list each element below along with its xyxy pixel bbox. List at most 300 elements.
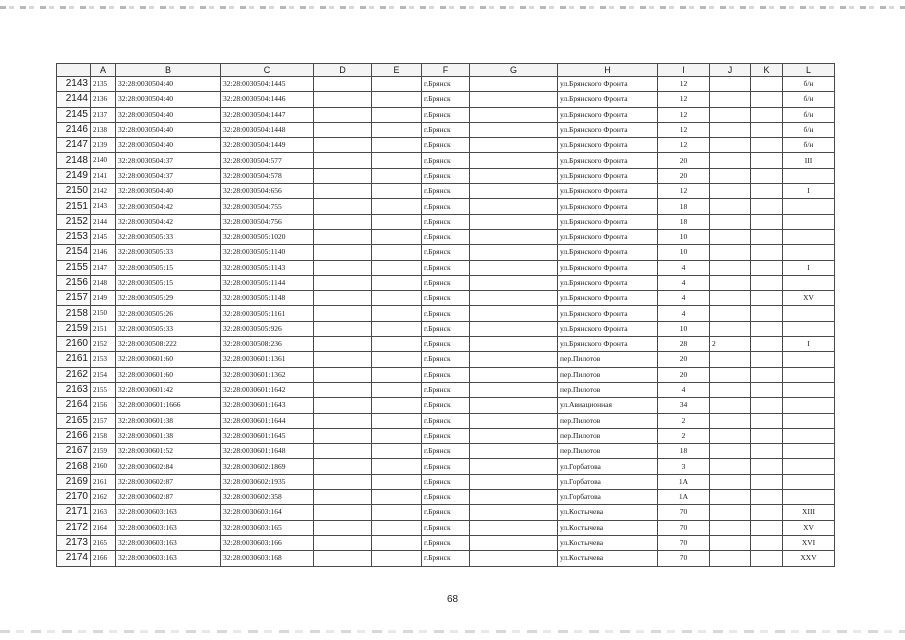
cell-c[interactable]: 32:28:0030504:1447 — [221, 107, 314, 122]
cell-d[interactable] — [314, 459, 372, 474]
cell-l[interactable] — [783, 275, 835, 290]
cell-k[interactable] — [751, 337, 783, 352]
cell-a[interactable]: 2165 — [91, 535, 116, 550]
cell-a[interactable]: 2154 — [91, 367, 116, 382]
cell-f[interactable]: г.Брянск — [422, 260, 470, 275]
cell-g[interactable] — [470, 490, 558, 505]
cell-k[interactable] — [751, 77, 783, 92]
cell-c[interactable]: 32:28:0030504:1445 — [221, 77, 314, 92]
cell-c[interactable]: 32:28:0030504:656 — [221, 184, 314, 199]
cell-j[interactable] — [710, 291, 751, 306]
cell-k[interactable] — [751, 490, 783, 505]
cell-b[interactable]: 32:28:0030602:87 — [116, 490, 221, 505]
cell-i[interactable]: 18 — [658, 214, 710, 229]
cell-g[interactable] — [470, 428, 558, 443]
cell-h[interactable]: ул.Костычева — [558, 505, 658, 520]
cell-k[interactable] — [751, 229, 783, 244]
cell-c[interactable]: 32:28:0030601:1648 — [221, 444, 314, 459]
cell-j[interactable] — [710, 214, 751, 229]
cell-e[interactable] — [372, 260, 422, 275]
cell-f[interactable]: г.Брянск — [422, 321, 470, 336]
cell-k[interactable] — [751, 214, 783, 229]
cell-f[interactable]: г.Брянск — [422, 459, 470, 474]
cell-i[interactable]: 3 — [658, 459, 710, 474]
cell-l[interactable] — [783, 245, 835, 260]
cell-j[interactable] — [710, 122, 751, 137]
cell-a[interactable]: 2138 — [91, 122, 116, 137]
cell-j[interactable] — [710, 260, 751, 275]
row-number[interactable]: 2173 — [57, 535, 91, 550]
cell-a[interactable]: 2135 — [91, 77, 116, 92]
cell-i[interactable]: 1А — [658, 474, 710, 489]
cell-e[interactable] — [372, 444, 422, 459]
cell-d[interactable] — [314, 306, 372, 321]
cell-i[interactable]: 12 — [658, 122, 710, 137]
cell-d[interactable] — [314, 138, 372, 153]
cell-e[interactable] — [372, 367, 422, 382]
cell-j[interactable] — [710, 490, 751, 505]
cell-g[interactable] — [470, 229, 558, 244]
cell-f[interactable]: г.Брянск — [422, 367, 470, 382]
cell-l[interactable] — [783, 168, 835, 183]
row-number[interactable]: 2170 — [57, 490, 91, 505]
cell-h[interactable]: ул.Брянского Фронта — [558, 214, 658, 229]
cell-i[interactable]: 10 — [658, 321, 710, 336]
cell-d[interactable] — [314, 505, 372, 520]
cell-g[interactable] — [470, 306, 558, 321]
cell-c[interactable]: 32:28:0030504:578 — [221, 168, 314, 183]
cell-b[interactable]: 32:28:0030504:42 — [116, 214, 221, 229]
cell-d[interactable] — [314, 490, 372, 505]
cell-h[interactable]: ул.Горбатова — [558, 490, 658, 505]
cell-h[interactable]: пер.Пилотов — [558, 428, 658, 443]
cell-a[interactable]: 2139 — [91, 138, 116, 153]
row-number[interactable]: 2154 — [57, 245, 91, 260]
cell-b[interactable]: 32:28:0030603:163 — [116, 551, 221, 566]
cell-j[interactable] — [710, 459, 751, 474]
cell-f[interactable]: г.Брянск — [422, 352, 470, 367]
row-number[interactable]: 2147 — [57, 138, 91, 153]
cell-c[interactable]: 32:28:0030603:168 — [221, 551, 314, 566]
cell-b[interactable]: 32:28:0030603:163 — [116, 535, 221, 550]
cell-g[interactable] — [470, 214, 558, 229]
cell-i[interactable]: 4 — [658, 306, 710, 321]
cell-c[interactable]: 32:28:0030602:358 — [221, 490, 314, 505]
cell-j[interactable] — [710, 382, 751, 397]
cell-j[interactable] — [710, 138, 751, 153]
cell-c[interactable]: 32:28:0030603:165 — [221, 520, 314, 535]
cell-j[interactable] — [710, 168, 751, 183]
cell-i[interactable]: 12 — [658, 77, 710, 92]
cell-f[interactable]: г.Брянск — [422, 138, 470, 153]
cell-l[interactable] — [783, 474, 835, 489]
cell-e[interactable] — [372, 291, 422, 306]
cell-c[interactable]: 32:28:0030504:1449 — [221, 138, 314, 153]
cell-d[interactable] — [314, 260, 372, 275]
cell-c[interactable]: 32:28:0030601:1645 — [221, 428, 314, 443]
cell-c[interactable]: 32:28:0030603:166 — [221, 535, 314, 550]
cell-h[interactable]: ул.Горбатова — [558, 474, 658, 489]
cell-h[interactable]: ул.Костычева — [558, 535, 658, 550]
cell-a[interactable]: 2156 — [91, 398, 116, 413]
cell-i[interactable]: 12 — [658, 184, 710, 199]
row-number[interactable]: 2161 — [57, 352, 91, 367]
cell-d[interactable] — [314, 168, 372, 183]
cell-a[interactable]: 2163 — [91, 505, 116, 520]
cell-e[interactable] — [372, 275, 422, 290]
row-number[interactable]: 2158 — [57, 306, 91, 321]
column-header-l[interactable]: L — [783, 64, 835, 77]
cell-b[interactable]: 32:28:0030603:163 — [116, 520, 221, 535]
cell-g[interactable] — [470, 382, 558, 397]
cell-b[interactable]: 32:28:0030504:40 — [116, 184, 221, 199]
cell-e[interactable] — [372, 321, 422, 336]
cell-l[interactable]: XV — [783, 520, 835, 535]
cell-i[interactable]: 70 — [658, 551, 710, 566]
cell-d[interactable] — [314, 428, 372, 443]
column-header-f[interactable]: F — [422, 64, 470, 77]
cell-j[interactable] — [710, 444, 751, 459]
cell-a[interactable]: 2159 — [91, 444, 116, 459]
cell-l[interactable] — [783, 214, 835, 229]
cell-j[interactable] — [710, 535, 751, 550]
cell-g[interactable] — [470, 505, 558, 520]
cell-a[interactable]: 2151 — [91, 321, 116, 336]
cell-a[interactable]: 2155 — [91, 382, 116, 397]
cell-g[interactable] — [470, 199, 558, 214]
column-header-d[interactable]: D — [314, 64, 372, 77]
cell-e[interactable] — [372, 199, 422, 214]
cell-i[interactable]: 18 — [658, 199, 710, 214]
cell-d[interactable] — [314, 321, 372, 336]
cell-a[interactable]: 2137 — [91, 107, 116, 122]
cell-c[interactable]: 32:28:0030505:1143 — [221, 260, 314, 275]
cell-i[interactable]: 28 — [658, 337, 710, 352]
cell-f[interactable]: г.Брянск — [422, 77, 470, 92]
column-header-g[interactable]: G — [470, 64, 558, 77]
cell-d[interactable] — [314, 337, 372, 352]
cell-k[interactable] — [751, 275, 783, 290]
cell-a[interactable]: 2166 — [91, 551, 116, 566]
cell-h[interactable]: ул.Брянского Фронта — [558, 107, 658, 122]
cell-f[interactable]: г.Брянск — [422, 551, 470, 566]
cell-j[interactable] — [710, 551, 751, 566]
cell-c[interactable]: 32:28:0030504:1448 — [221, 122, 314, 137]
cell-c[interactable]: 32:28:0030601:1361 — [221, 352, 314, 367]
cell-a[interactable]: 2162 — [91, 490, 116, 505]
column-header-c[interactable]: C — [221, 64, 314, 77]
cell-a[interactable]: 2147 — [91, 260, 116, 275]
column-header-k[interactable]: K — [751, 64, 783, 77]
cell-k[interactable] — [751, 107, 783, 122]
cell-h[interactable]: ул.Брянского Фронта — [558, 92, 658, 107]
cell-j[interactable] — [710, 107, 751, 122]
cell-d[interactable] — [314, 520, 372, 535]
cell-c[interactable]: 32:28:0030505:1148 — [221, 291, 314, 306]
cell-e[interactable] — [372, 77, 422, 92]
cell-k[interactable] — [751, 260, 783, 275]
cell-g[interactable] — [470, 153, 558, 168]
cell-l[interactable] — [783, 229, 835, 244]
cell-l[interactable] — [783, 367, 835, 382]
row-number[interactable]: 2156 — [57, 275, 91, 290]
column-header-j[interactable]: J — [710, 64, 751, 77]
cell-h[interactable]: ул.Брянского Фронта — [558, 260, 658, 275]
cell-b[interactable]: 32:28:0030601:60 — [116, 352, 221, 367]
cell-h[interactable]: пер.Пилотов — [558, 382, 658, 397]
column-header-h[interactable]: H — [558, 64, 658, 77]
cell-j[interactable] — [710, 352, 751, 367]
cell-k[interactable] — [751, 444, 783, 459]
cell-f[interactable]: г.Брянск — [422, 291, 470, 306]
cell-d[interactable] — [314, 214, 372, 229]
cell-i[interactable]: 4 — [658, 260, 710, 275]
row-number[interactable]: 2174 — [57, 551, 91, 566]
cell-c[interactable]: 32:28:0030603:164 — [221, 505, 314, 520]
cell-j[interactable] — [710, 184, 751, 199]
cell-e[interactable] — [372, 382, 422, 397]
row-number[interactable]: 2165 — [57, 413, 91, 428]
cell-h[interactable]: ул.Костычева — [558, 520, 658, 535]
cell-a[interactable]: 2142 — [91, 184, 116, 199]
cell-e[interactable] — [372, 107, 422, 122]
cell-l[interactable]: б/н — [783, 77, 835, 92]
cell-g[interactable] — [470, 413, 558, 428]
cell-j[interactable] — [710, 428, 751, 443]
cell-f[interactable]: г.Брянск — [422, 199, 470, 214]
cell-k[interactable] — [751, 413, 783, 428]
cell-i[interactable]: 10 — [658, 229, 710, 244]
cell-f[interactable]: г.Брянск — [422, 168, 470, 183]
cell-i[interactable]: 12 — [658, 138, 710, 153]
cell-a[interactable]: 2164 — [91, 520, 116, 535]
cell-e[interactable] — [372, 520, 422, 535]
cell-k[interactable] — [751, 382, 783, 397]
cell-f[interactable]: г.Брянск — [422, 245, 470, 260]
cell-h[interactable]: ул.Брянского Фронта — [558, 199, 658, 214]
cell-h[interactable]: ул.Горбатова — [558, 459, 658, 474]
cell-k[interactable] — [751, 367, 783, 382]
cell-e[interactable] — [372, 184, 422, 199]
cell-g[interactable] — [470, 245, 558, 260]
cell-i[interactable]: 4 — [658, 291, 710, 306]
cell-f[interactable]: г.Брянск — [422, 184, 470, 199]
cell-a[interactable]: 2149 — [91, 291, 116, 306]
cell-e[interactable] — [372, 229, 422, 244]
cell-h[interactable]: ул.Брянского Фронта — [558, 275, 658, 290]
cell-k[interactable] — [751, 428, 783, 443]
cell-d[interactable] — [314, 229, 372, 244]
cell-d[interactable] — [314, 535, 372, 550]
cell-g[interactable] — [470, 535, 558, 550]
cell-e[interactable] — [372, 153, 422, 168]
cell-l[interactable] — [783, 413, 835, 428]
cell-g[interactable] — [470, 184, 558, 199]
cell-a[interactable]: 2148 — [91, 275, 116, 290]
row-number[interactable]: 2159 — [57, 321, 91, 336]
cell-e[interactable] — [372, 92, 422, 107]
cell-b[interactable]: 32:28:0030601:38 — [116, 428, 221, 443]
cell-g[interactable] — [470, 551, 558, 566]
cell-g[interactable] — [470, 459, 558, 474]
cell-a[interactable]: 2153 — [91, 352, 116, 367]
cell-e[interactable] — [372, 352, 422, 367]
cell-g[interactable] — [470, 122, 558, 137]
cell-f[interactable]: г.Брянск — [422, 153, 470, 168]
cell-l[interactable] — [783, 199, 835, 214]
cell-e[interactable] — [372, 535, 422, 550]
cell-i[interactable]: 2 — [658, 413, 710, 428]
cell-i[interactable]: 4 — [658, 275, 710, 290]
cell-f[interactable]: г.Брянск — [422, 92, 470, 107]
cell-f[interactable]: г.Брянск — [422, 122, 470, 137]
cell-d[interactable] — [314, 107, 372, 122]
cell-k[interactable] — [751, 352, 783, 367]
cell-i[interactable]: 12 — [658, 92, 710, 107]
row-header-corner[interactable] — [57, 64, 91, 77]
cell-f[interactable]: г.Брянск — [422, 275, 470, 290]
cell-d[interactable] — [314, 551, 372, 566]
cell-b[interactable]: 32:28:0030601:1666 — [116, 398, 221, 413]
row-number[interactable]: 2166 — [57, 428, 91, 443]
cell-c[interactable]: 32:28:0030601:1362 — [221, 367, 314, 382]
column-header-e[interactable]: E — [372, 64, 422, 77]
row-number[interactable]: 2151 — [57, 199, 91, 214]
cell-i[interactable]: 18 — [658, 444, 710, 459]
cell-e[interactable] — [372, 490, 422, 505]
cell-h[interactable]: ул.Брянского Фронта — [558, 291, 658, 306]
row-number[interactable]: 2162 — [57, 367, 91, 382]
row-number[interactable]: 2146 — [57, 122, 91, 137]
cell-k[interactable] — [751, 168, 783, 183]
cell-j[interactable] — [710, 153, 751, 168]
cell-d[interactable] — [314, 474, 372, 489]
cell-i[interactable]: 70 — [658, 520, 710, 535]
cell-d[interactable] — [314, 245, 372, 260]
cell-k[interactable] — [751, 306, 783, 321]
cell-l[interactable]: I — [783, 260, 835, 275]
cell-e[interactable] — [372, 337, 422, 352]
cell-f[interactable]: г.Брянск — [422, 490, 470, 505]
cell-c[interactable]: 32:28:0030504:1446 — [221, 92, 314, 107]
cell-j[interactable] — [710, 398, 751, 413]
cell-j[interactable] — [710, 367, 751, 382]
cell-i[interactable]: 20 — [658, 352, 710, 367]
cell-f[interactable]: г.Брянск — [422, 337, 470, 352]
cell-d[interactable] — [314, 291, 372, 306]
cell-k[interactable] — [751, 520, 783, 535]
row-number[interactable]: 2157 — [57, 291, 91, 306]
cell-b[interactable]: 32:28:0030505:15 — [116, 275, 221, 290]
cell-k[interactable] — [751, 122, 783, 137]
cell-i[interactable]: 70 — [658, 535, 710, 550]
cell-h[interactable]: пер.Пилотов — [558, 352, 658, 367]
cell-c[interactable]: 32:28:0030602:1935 — [221, 474, 314, 489]
cell-j[interactable] — [710, 77, 751, 92]
cell-h[interactable]: ул.Брянского Фронта — [558, 321, 658, 336]
cell-k[interactable] — [751, 199, 783, 214]
cell-f[interactable]: г.Брянск — [422, 107, 470, 122]
cell-a[interactable]: 2160 — [91, 459, 116, 474]
cell-d[interactable] — [314, 122, 372, 137]
cell-i[interactable]: 10 — [658, 245, 710, 260]
cell-a[interactable]: 2157 — [91, 413, 116, 428]
cell-l[interactable]: XVI — [783, 535, 835, 550]
row-number[interactable]: 2148 — [57, 153, 91, 168]
cell-h[interactable]: ул.Брянского Фронта — [558, 122, 658, 137]
cell-l[interactable]: б/н — [783, 138, 835, 153]
cell-d[interactable] — [314, 153, 372, 168]
cell-j[interactable] — [710, 306, 751, 321]
cell-b[interactable]: 32:28:0030504:40 — [116, 77, 221, 92]
cell-k[interactable] — [751, 245, 783, 260]
cell-i[interactable]: 12 — [658, 107, 710, 122]
cell-j[interactable] — [710, 275, 751, 290]
cell-k[interactable] — [751, 92, 783, 107]
cell-g[interactable] — [470, 138, 558, 153]
cell-g[interactable] — [470, 352, 558, 367]
row-number[interactable]: 2155 — [57, 260, 91, 275]
cell-d[interactable] — [314, 275, 372, 290]
cell-k[interactable] — [751, 535, 783, 550]
cell-c[interactable]: 32:28:0030505:1140 — [221, 245, 314, 260]
cell-a[interactable]: 2143 — [91, 199, 116, 214]
cell-i[interactable]: 20 — [658, 168, 710, 183]
cell-g[interactable] — [470, 260, 558, 275]
cell-l[interactable] — [783, 428, 835, 443]
cell-l[interactable] — [783, 306, 835, 321]
cell-e[interactable] — [372, 168, 422, 183]
cell-f[interactable]: г.Брянск — [422, 306, 470, 321]
cell-k[interactable] — [751, 291, 783, 306]
cell-f[interactable]: г.Брянск — [422, 398, 470, 413]
cell-b[interactable]: 32:28:0030505:33 — [116, 321, 221, 336]
cell-b[interactable]: 32:28:0030504:37 — [116, 153, 221, 168]
cell-b[interactable]: 32:28:0030601:60 — [116, 367, 221, 382]
cell-d[interactable] — [314, 367, 372, 382]
cell-e[interactable] — [372, 245, 422, 260]
cell-l[interactable]: I — [783, 184, 835, 199]
row-number[interactable]: 2167 — [57, 444, 91, 459]
cell-b[interactable]: 32:28:0030504:40 — [116, 138, 221, 153]
cell-h[interactable]: ул.Костычева — [558, 551, 658, 566]
cell-c[interactable]: 32:28:0030504:756 — [221, 214, 314, 229]
cell-b[interactable]: 32:28:0030601:38 — [116, 413, 221, 428]
cell-b[interactable]: 32:28:0030505:15 — [116, 260, 221, 275]
cell-h[interactable]: ул.Брянского Фронта — [558, 138, 658, 153]
cell-e[interactable] — [372, 428, 422, 443]
cell-f[interactable]: г.Брянск — [422, 382, 470, 397]
row-number[interactable]: 2169 — [57, 474, 91, 489]
cell-j[interactable] — [710, 474, 751, 489]
row-number[interactable]: 2171 — [57, 505, 91, 520]
row-number[interactable]: 2143 — [57, 77, 91, 92]
cell-e[interactable] — [372, 459, 422, 474]
cell-b[interactable]: 32:28:0030505:29 — [116, 291, 221, 306]
cell-g[interactable] — [470, 275, 558, 290]
cell-e[interactable] — [372, 138, 422, 153]
cell-c[interactable]: 32:28:0030505:1161 — [221, 306, 314, 321]
cell-h[interactable]: пер.Пилотов — [558, 444, 658, 459]
cell-g[interactable] — [470, 444, 558, 459]
cell-e[interactable] — [372, 505, 422, 520]
cell-g[interactable] — [470, 92, 558, 107]
row-number[interactable]: 2150 — [57, 184, 91, 199]
cell-b[interactable]: 32:28:0030602:84 — [116, 459, 221, 474]
cell-c[interactable]: 32:28:0030508:236 — [221, 337, 314, 352]
cell-l[interactable]: XXV — [783, 551, 835, 566]
cell-i[interactable]: 2 — [658, 428, 710, 443]
